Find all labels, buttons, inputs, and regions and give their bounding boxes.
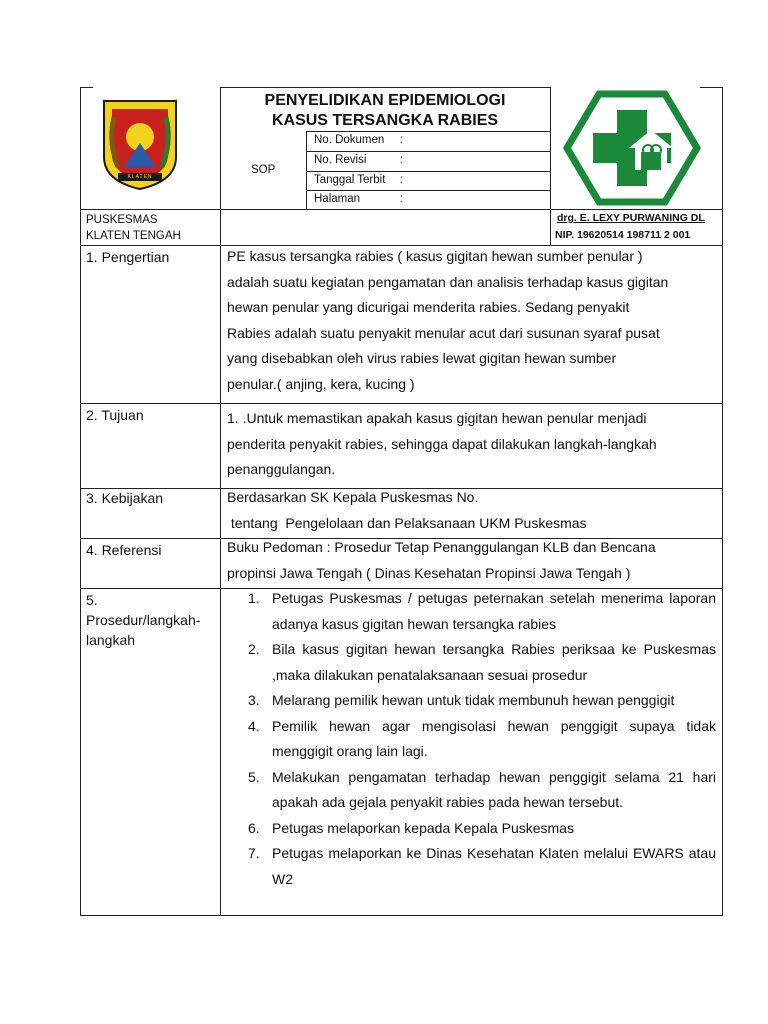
referensi-line: propinsi Jawa Tengah ( Dinas Kesehatan Propinsi Jawa Tengah ) — [227, 564, 631, 581]
document-meta — [314, 134, 548, 212]
procedure-item: 2. Bila kasus gigitan hewan tersangka Rabies periksaa ke Puskesmas ,maka dilakukan penatalaksanaan sesuai prosedur — [248, 641, 716, 683]
procedure-item: 3. Melarang pemilik hewan untuk tidak membunuh hewan penggigit — [248, 692, 675, 708]
logo-puskesmas — [563, 90, 701, 206]
content-kebijakan — [227, 485, 715, 536]
signer-nip: NIP. 19620514 198711 2 001 — [555, 229, 691, 241]
pengertian-line: PE kasus tersangka rabies ( kasus gigitan hewan sumber penular ) — [227, 248, 643, 264]
procedure-item: 6. Petugas melaporkan kepada Kepala Puskesmas — [248, 819, 574, 836]
procedure-item: 4. Pemilik hewan agar mengisolasi hewan penggigit supaya tidak menggigit orang lain lagi. — [248, 717, 716, 759]
org-line-2: KLATEN TENGAH — [86, 230, 181, 242]
meta-tanggal-terbit: Tanggal Terbit : — [314, 174, 404, 186]
procedure-item: 1. Petugas Puskesmas / petugas peternakan setelah menerima laporan adanya kasus gigitan hewan tersangka rabies — [248, 590, 716, 632]
meta-no-revisi: No. Revisi : — [314, 154, 404, 166]
label-prosedur-line: 5. — [86, 592, 98, 608]
pengertian-line: Rabies adalah suatu penyakit menular acut dari susunan syaraf pusat — [227, 324, 660, 341]
sop-label: SOP — [251, 164, 276, 176]
label-kebijakan: 3. Kebijakan — [86, 490, 164, 506]
title-line-2: KASUS TERSANGKA RABIES — [271, 112, 499, 129]
label-prosedur — [86, 590, 200, 650]
title-line-1: PENYELIDIKAN EPIDEMIOLOGI — [264, 92, 506, 109]
kebijakan-line: Berdasarkan SK Kepala Puskesmas No. — [227, 489, 479, 505]
procedure-item: 5. Melakukan pengamatan terhadap hewan penggigit selama 21 hari apakah ada gejala penyakit rabies pada hewan tersebut. — [248, 768, 716, 810]
pengertian-line: yang disebabkan oleh virus rabies lewat gigitan hewan sumber — [227, 350, 617, 366]
label-referensi: 4. Referensi — [86, 542, 162, 558]
kebijakan-line: tentang Pengelolaan dan Pelaksanaan UKM Puskesmas — [227, 514, 587, 531]
procedure-list — [248, 586, 716, 892]
content-tujuan — [227, 406, 715, 483]
label-tujuan: 2. Tujuan — [86, 407, 144, 423]
label-pengertian: 1. Pengertian — [86, 249, 170, 265]
procedure-item: 7. Petugas melaporkan ke Dinas Kesehatan Klaten melalui EWARS atau W2 — [248, 845, 716, 887]
pengertian-line: adalah suatu kegiatan pengamatan dan analisis terhadap kasus gigitan — [227, 273, 669, 290]
meta-halaman: Halaman : — [314, 193, 404, 205]
tujuan-line: penanggulangan. — [227, 461, 336, 477]
content-referensi — [227, 535, 715, 586]
org-line-1: PUSKESMAS — [86, 214, 158, 226]
document-title — [221, 91, 549, 131]
pengertian-line: hewan penular yang dicurigai menderita rabies. Sedang penyakit — [227, 299, 630, 315]
label-prosedur-line: langkah — [86, 632, 136, 648]
signer-name: drg. E. LEXY PURWANING DL — [557, 212, 705, 224]
logo-klaten — [96, 97, 184, 192]
meta-no-dokumen: No. Dokumen : — [314, 134, 404, 146]
puskesmas-hexagon-cross-icon — [563, 90, 701, 206]
logo-caption: KLATEN — [127, 174, 153, 180]
content-pengertian — [227, 244, 715, 397]
label-prosedur-line: Prosedur/langkah- — [86, 612, 201, 628]
organization-name — [86, 212, 181, 244]
referensi-line: Buku Pedoman : Prosedur Tetap Penanggulangan KLB dan Bencana — [227, 539, 656, 555]
pengertian-line: penular.( anjing, kera, kucing ) — [227, 375, 415, 392]
tujuan-line: 1. .Untuk memastikan apakah kasus gigitan hewan penular menjadi — [227, 410, 647, 426]
tujuan-line: penderita penyakit rabies, sehingga dapat dilakukan langkah-langkah — [227, 435, 657, 452]
